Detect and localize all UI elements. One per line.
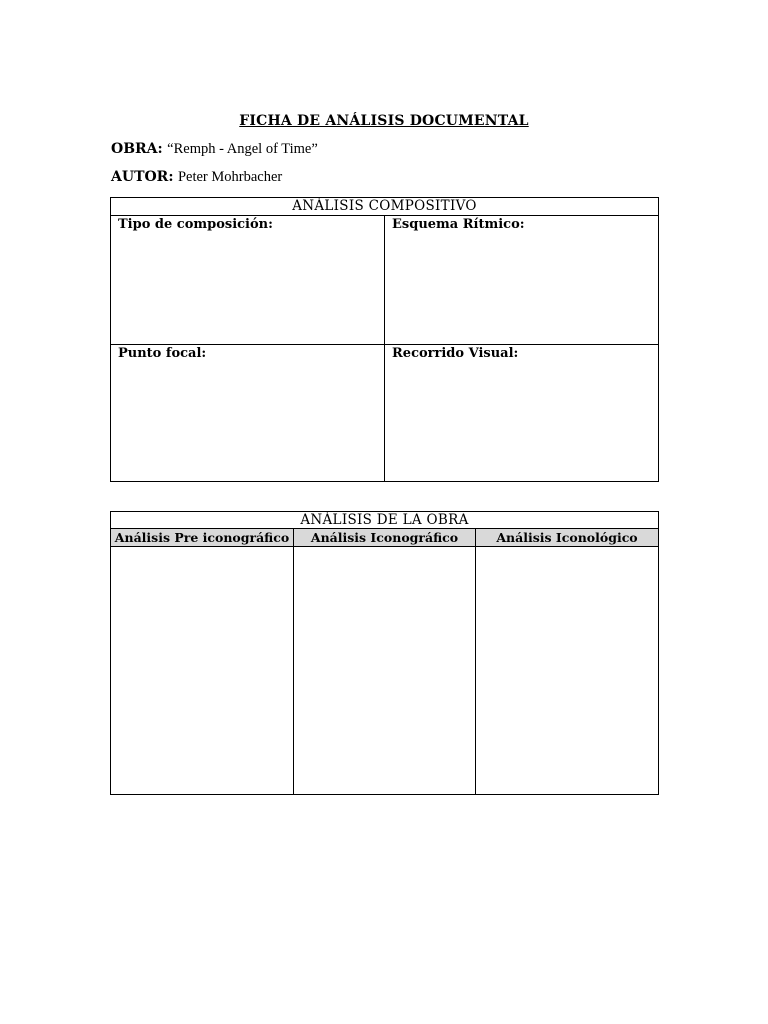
table-row <box>111 345 659 482</box>
document-title: FICHA DE ANÁLISIS DOCUMENTAL <box>239 113 529 129</box>
table-header-row <box>111 512 659 529</box>
table-row <box>111 216 659 345</box>
pre-iconografico-cell[interactable] <box>111 547 294 795</box>
analisis-obra-table <box>110 511 659 795</box>
column-header-pre-iconografico: Análisis Pre iconográfico <box>111 529 294 547</box>
iconologico-cell[interactable] <box>476 547 659 795</box>
analisis-compositivo-header: ANÁLISIS COMPOSITIVO <box>111 198 659 216</box>
autor-label: AUTOR: <box>111 169 174 185</box>
analisis-obra-header: ANÁLISIS DE LA OBRA <box>111 512 659 529</box>
table-row <box>111 547 659 795</box>
column-header-iconologico: Análisis Iconológico <box>476 529 659 547</box>
recorrido-visual-label: Recorrido Visual: <box>392 346 519 361</box>
esquema-ritmico-label: Esquema Rítmico: <box>392 217 525 232</box>
esquema-ritmico-cell[interactable] <box>385 216 659 345</box>
obra-line <box>111 141 318 158</box>
punto-focal-cell[interactable] <box>111 345 385 482</box>
recorrido-visual-cell[interactable] <box>385 345 659 482</box>
iconografico-cell[interactable] <box>294 547 476 795</box>
column-header-iconografico: Análisis Iconográfico <box>294 529 476 547</box>
column-header-row <box>111 529 659 547</box>
punto-focal-label: Punto focal: <box>118 346 207 361</box>
tipo-composicion-cell[interactable] <box>111 216 385 345</box>
obra-value: “Remph - Angel of Time” <box>167 141 318 157</box>
table-header-row <box>111 198 659 216</box>
obra-label: OBRA: <box>111 141 163 157</box>
analisis-compositivo-table <box>110 197 659 482</box>
tipo-composicion-label: Tipo de composición: <box>118 217 273 232</box>
autor-value: Peter Mohrbacher <box>177 169 283 185</box>
autor-line <box>111 169 282 186</box>
